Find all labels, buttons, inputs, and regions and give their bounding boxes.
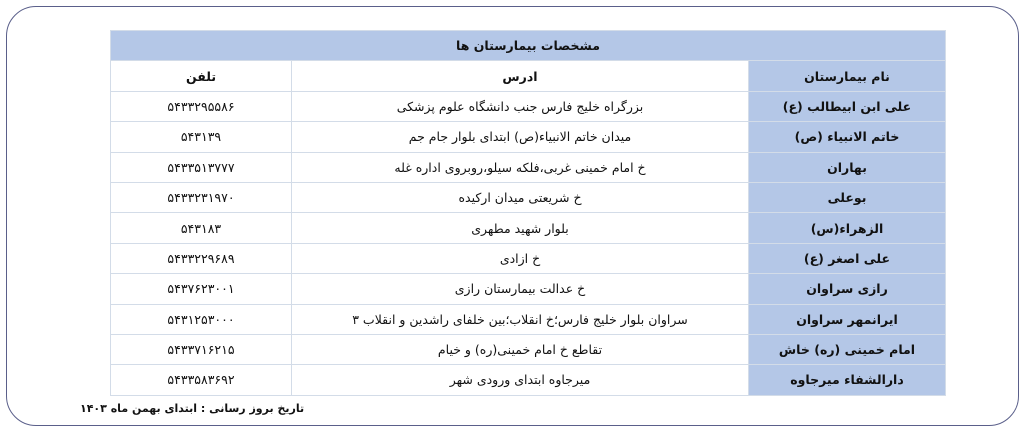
hospital-phone: ۵۴۳۱۸۳: [111, 213, 292, 243]
hospital-name: دارالشفاء میرجاوه: [749, 365, 946, 395]
hospital-phone: ۵۴۳۳۵۸۳۶۹۲: [111, 365, 292, 395]
hospital-phone: ۵۴۳۳۲۹۵۵۸۶: [111, 91, 292, 121]
hospital-address: خ شریعتی میدان ارکیده: [292, 182, 749, 212]
hospital-name: خاتم الانبیاء (ص): [749, 122, 946, 152]
table-row: [111, 304, 946, 334]
header-address: ادرس: [292, 61, 749, 91]
hospital-name: علی ابن ابیطالب (ع): [749, 91, 946, 121]
hospital-address: میدان خاتم الانبیاء(ص) ابتدای بلوار جام جم: [292, 122, 749, 152]
hospital-name: بهاران: [749, 152, 946, 182]
table-row: [111, 334, 946, 364]
hospital-phone: ۵۴۳۱۲۵۳۰۰۰: [111, 304, 292, 334]
hospitals-table: [110, 30, 946, 396]
hospital-phone: ۵۴۳۳۷۱۶۲۱۵: [111, 334, 292, 364]
hospital-phone: ۵۴۳۱۳۹: [111, 122, 292, 152]
hospital-name: امام خمینی (ره) خاش: [749, 334, 946, 364]
hospital-phone: ۵۴۳۳۵۱۳۷۷۷: [111, 152, 292, 182]
table-row: [111, 274, 946, 304]
table-row: [111, 243, 946, 273]
hospital-phone: ۵۴۳۳۲۲۹۶۸۹: [111, 243, 292, 273]
table-row: [111, 365, 946, 395]
table-row: [111, 122, 946, 152]
table-title-row: [111, 31, 946, 61]
table-title: مشخصات بیمارستان ها: [111, 31, 946, 61]
table-row: [111, 152, 946, 182]
hospital-name: رازی سراوان: [749, 274, 946, 304]
hospital-address: میرجاوه ابتدای ورودی شهر: [292, 365, 749, 395]
hospital-name: ایرانمهر سراوان: [749, 304, 946, 334]
hospital-address: سراوان بلوار خلیج فارس؛خ انقلاب؛بین خلفای راشدین و انقلاب ۳: [292, 304, 749, 334]
header-name: نام بیمارستان: [749, 61, 946, 91]
hospital-name: بوعلی: [749, 182, 946, 212]
hospital-address: بلوار شهید مطهری: [292, 213, 749, 243]
table-row: [111, 91, 946, 121]
table-row: [111, 213, 946, 243]
hospital-address: خ امام خمینی غربی،فلکه سیلو،روبروی اداره غله: [292, 152, 749, 182]
hospital-name: الزهراء(س): [749, 213, 946, 243]
hospital-address: خ ازادی: [292, 243, 749, 273]
hospital-address: خ عدالت بیمارستان رازی: [292, 274, 749, 304]
update-date-note: تاریخ بروز رسانی : ابتدای بهمن ماه ۱۴۰۳: [80, 402, 305, 415]
hospital-name: علی اصغر (ع): [749, 243, 946, 273]
table-row: [111, 182, 946, 212]
hospital-address: بزرگراه خلیج فارس جنب دانشگاه علوم پزشکی: [292, 91, 749, 121]
header-phone: تلفن: [111, 61, 292, 91]
hospital-phone: ۵۴۳۷۶۲۳۰۰۱: [111, 274, 292, 304]
header-row: [111, 61, 946, 91]
hospital-address: تقاطع خ امام خمینی(ره) و خیام: [292, 334, 749, 364]
hospital-phone: ۵۴۳۳۲۳۱۹۷۰: [111, 182, 292, 212]
